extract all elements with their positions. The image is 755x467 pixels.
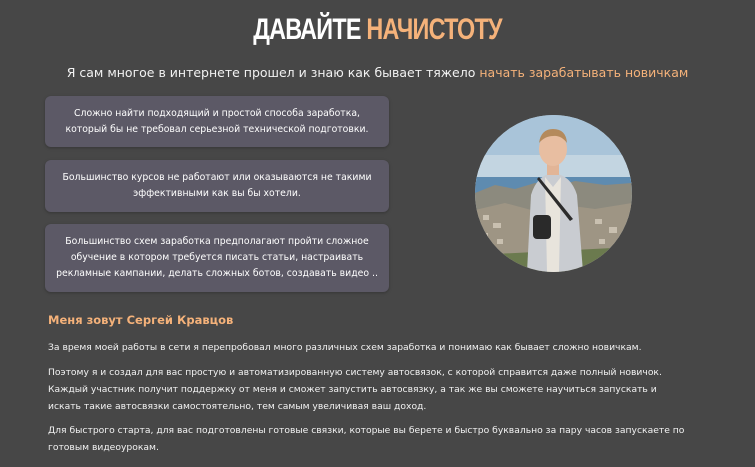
title-accent: НАЧИСТОТУ [366, 13, 502, 46]
about-paragraph-1: За время моей работы в сети я перепробовал много различных схем заработка и понимаю как бывает сложно новичкам. [48, 342, 642, 353]
subtitle [0, 64, 755, 82]
author-photo [475, 115, 632, 272]
pain-card-1 [45, 96, 389, 147]
author-name: Меня зовут Сергей Кравцов [48, 313, 234, 327]
subtitle-accent: начать зарабатывать новичкам [479, 65, 689, 80]
subtitle-text: Я сам многое в интернете прошел и знаю как бывает тяжело [66, 65, 476, 80]
pain-card-3 [45, 224, 389, 292]
pain-card-text: Большинство схем заработка предполагают пройти сложное обучение в котором требуется писать статьи, настраивать рекламные кампании, делать сложных ботов, создавать видео .. [56, 236, 378, 279]
about-paragraph-2: Поэтому я и создал для вас простую и автоматизированную систему автосвязок, с которой справится даже полный новичок. Каждый участник получит поддержку от меня и сможет запустить автосвязку, а так же вы сможете научиться запускать и искать такие автосвязки самостоятельно, тем самым увеличивая ваш доход. [48, 367, 662, 412]
pain-card-text: Сложно найти подходящий и простой способа заработка, который бы не требовал серьезной технической подготовки. [65, 107, 369, 135]
page-title [83, 12, 672, 48]
pain-card-text: Большинство курсов не работают или оказываются не такими эффективными как вы бы хотели. [62, 172, 372, 199]
pain-card-2 [45, 160, 389, 212]
title-main: ДАВАЙТЕ [253, 13, 361, 46]
author-photo-illustration [475, 115, 632, 272]
about-paragraph-3: Для быстрого старта, для вас подготовлены готовые связки, которые вы берете и быстро буквально за пару часов запускаете по готовым видеоурокам. [48, 425, 685, 453]
